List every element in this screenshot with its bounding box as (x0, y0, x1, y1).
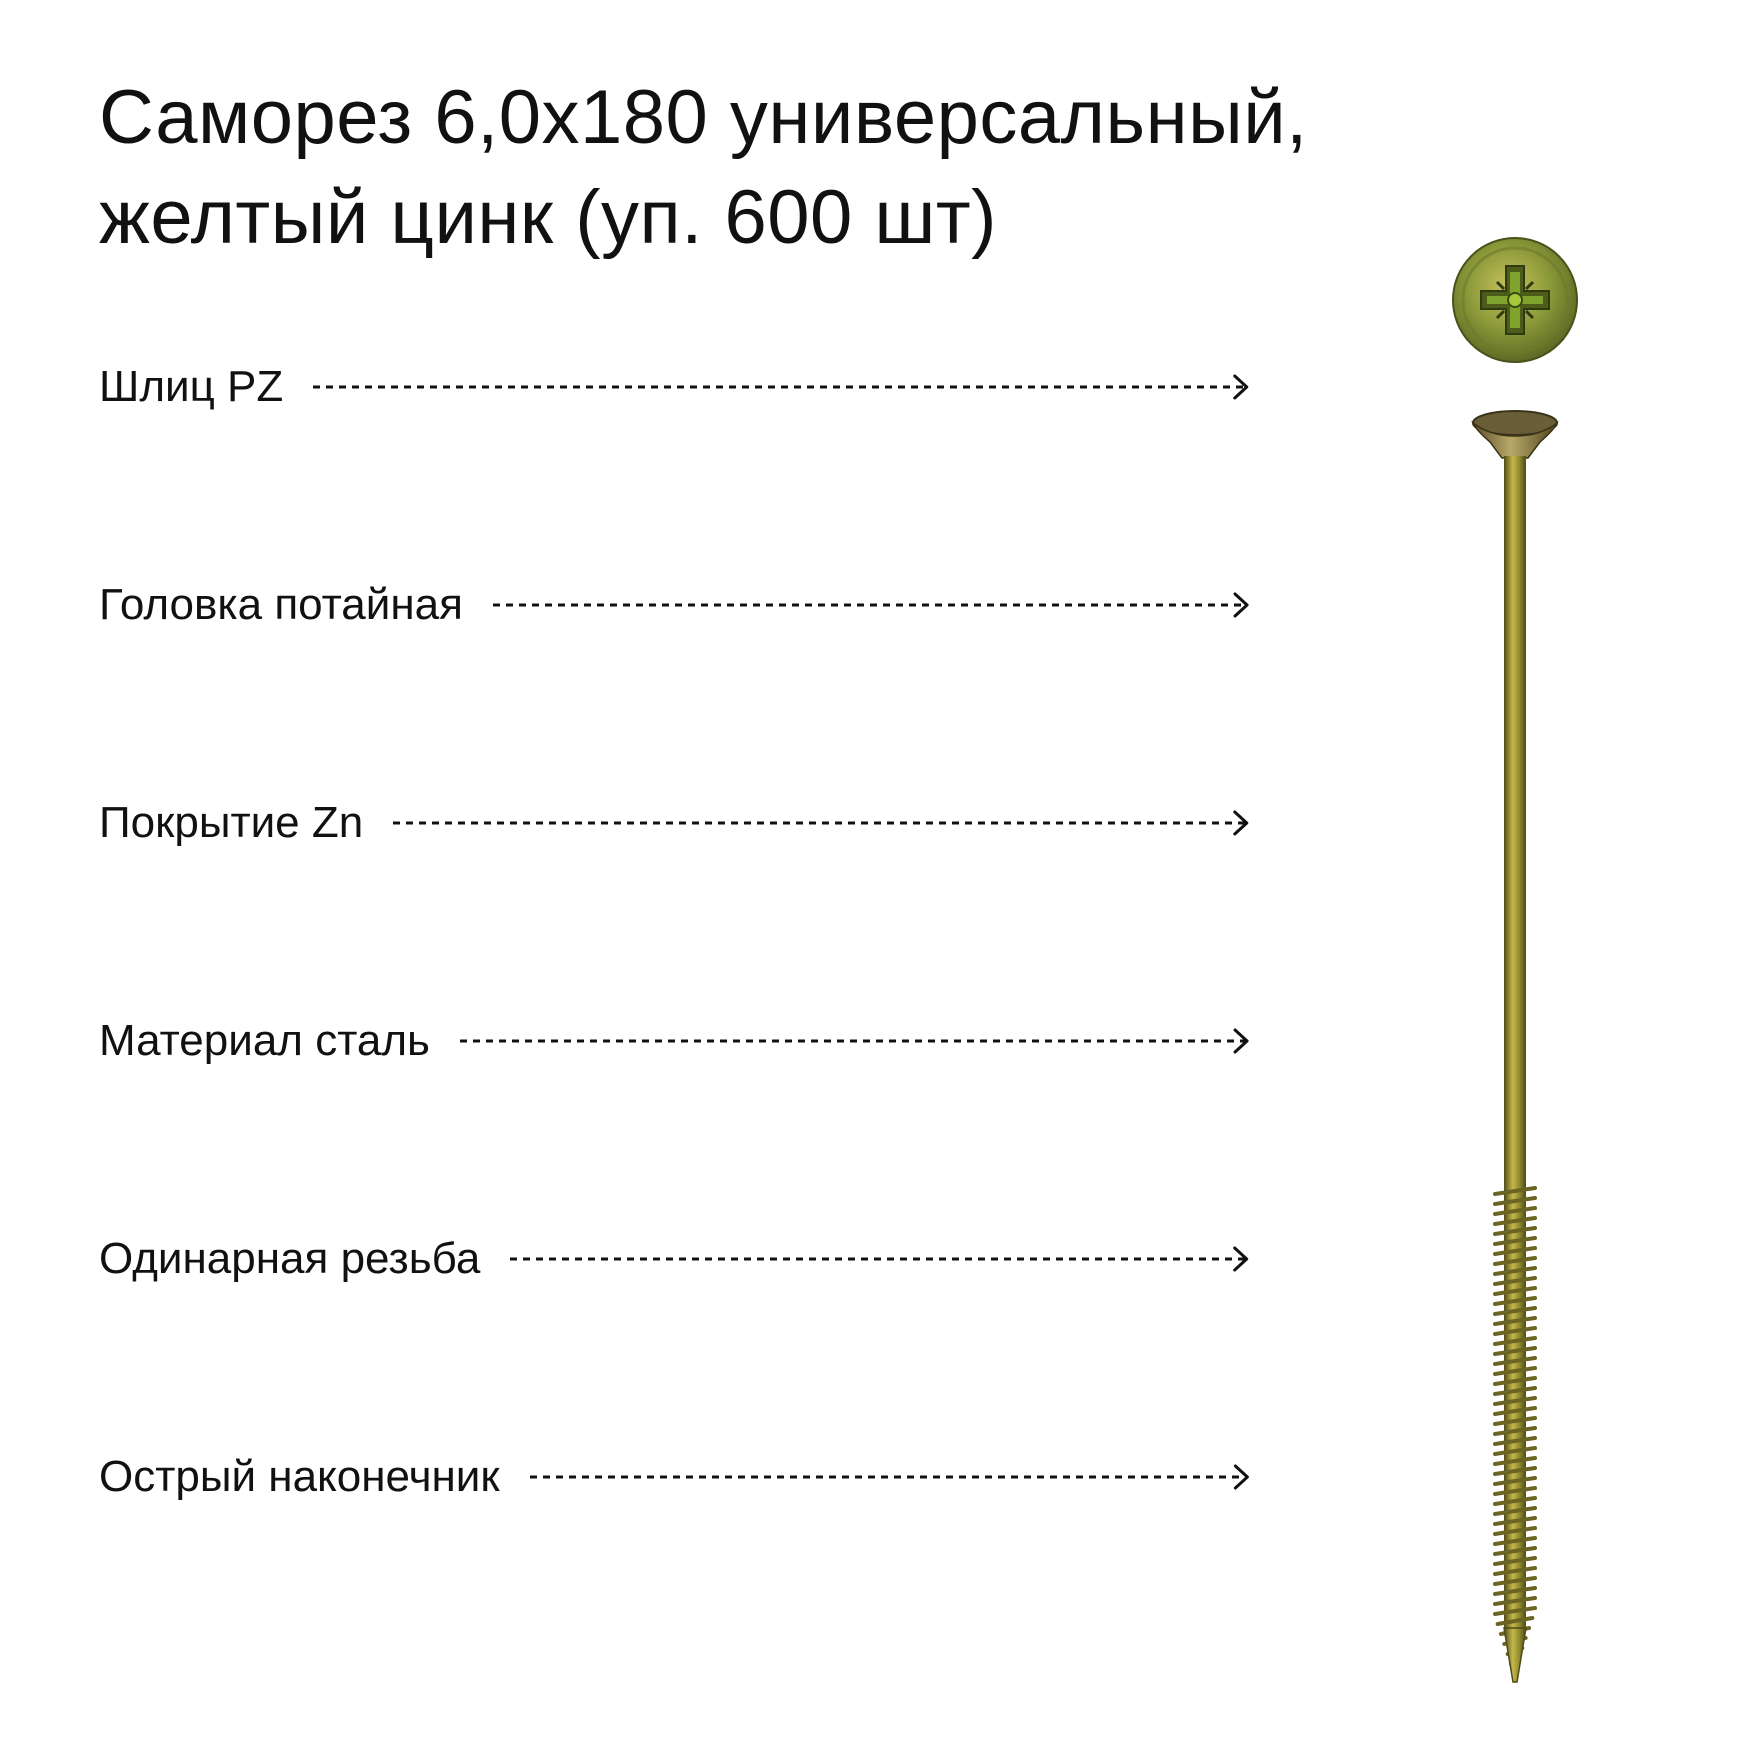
dotted-arrow-icon (530, 1462, 1249, 1492)
feature-label-thread: Одинарная резьба (99, 1234, 481, 1283)
feature-label-head: Головка потайная (99, 580, 463, 629)
feature-label-coating: Покрытие Zn (99, 798, 364, 847)
feature-tip (99, 1447, 1249, 1507)
dotted-arrow-icon (393, 808, 1249, 838)
feature-coating (99, 793, 1249, 853)
product-title-line-2: желтый цинк (уп. 600 шт) (99, 175, 997, 260)
dotted-arrow-icon (510, 1244, 1249, 1274)
dotted-arrow-icon (493, 590, 1249, 620)
feature-label-tip: Острый наконечник (99, 1452, 500, 1501)
feature-material (99, 1011, 1249, 1071)
feature-slot (99, 357, 1249, 417)
product-title (99, 68, 1499, 268)
screw-shank (1504, 456, 1526, 1186)
screw-illustration (1440, 230, 1590, 1690)
feature-thread (99, 1229, 1249, 1289)
dotted-arrow-icon (313, 372, 1249, 402)
screw-head-side-view (1473, 411, 1557, 458)
feature-label-material: Материал сталь (99, 1016, 430, 1065)
screw-head-top-view (1453, 238, 1577, 362)
feature-head (99, 575, 1249, 635)
product-title-line-1: Саморез 6,0х180 универсальный, (99, 75, 1308, 160)
dotted-arrow-icon (460, 1026, 1249, 1056)
screw-thread (1495, 1185, 1535, 1674)
feature-label-slot: Шлиц PZ (99, 362, 284, 411)
